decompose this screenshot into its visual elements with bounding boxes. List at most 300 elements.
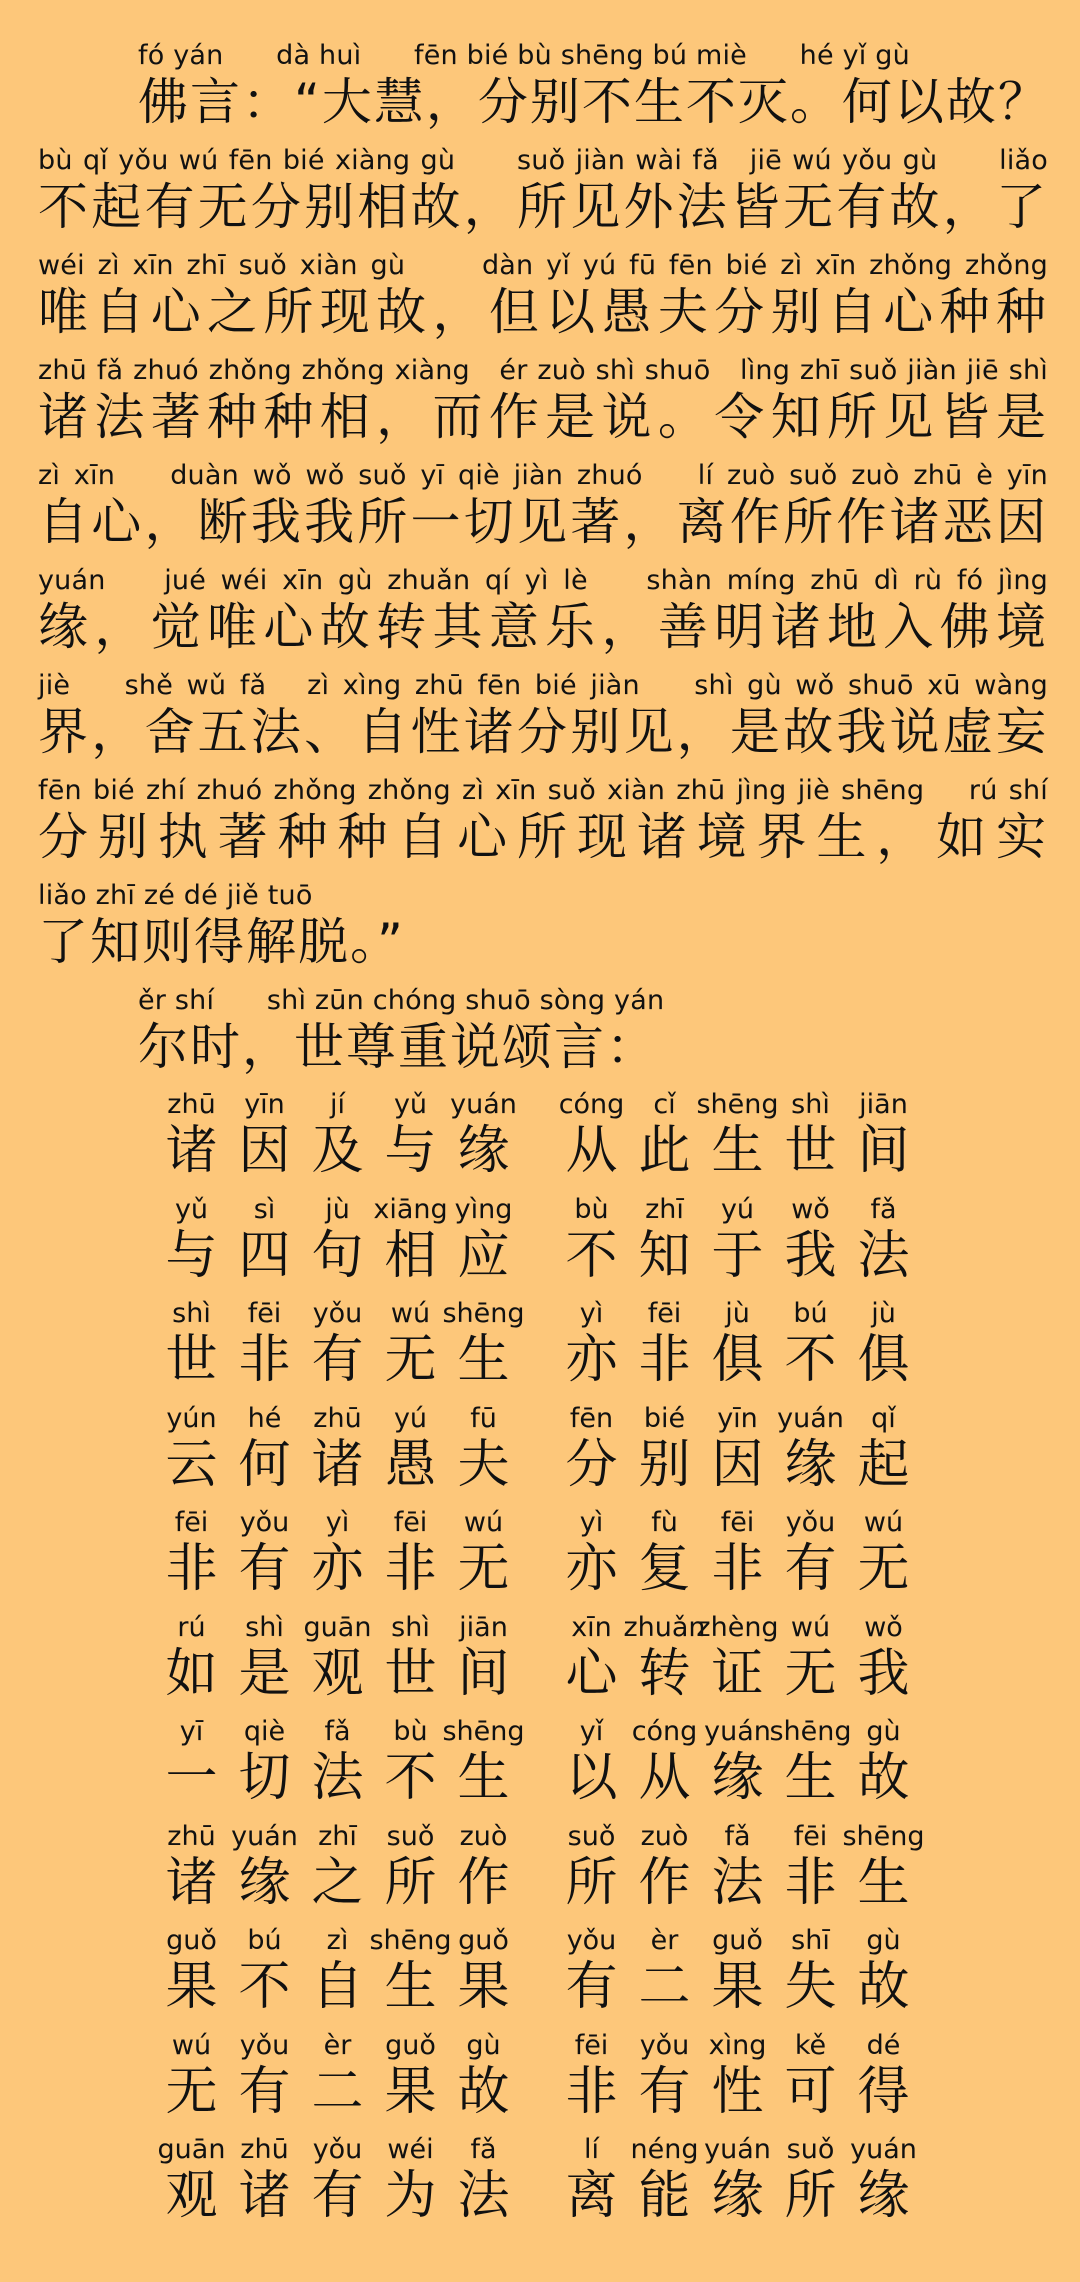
character-hanzi: 离 <box>565 2166 618 2226</box>
verse-half-left <box>155 1195 520 1287</box>
verse-half-right <box>555 1299 920 1391</box>
character-pinyin: yǒu <box>566 1925 617 1956</box>
character-pinyin: guǒ <box>712 1925 763 1956</box>
character-hanzi: 之 <box>311 1852 364 1913</box>
verse-character <box>228 1717 301 1809</box>
verse-character <box>847 2031 920 2123</box>
verse-character <box>774 1404 847 1496</box>
character-hanzi: 法 <box>711 1852 764 1913</box>
verse-character <box>847 1926 920 2018</box>
character-pinyin: yīn <box>717 1402 758 1434</box>
character-pinyin: rú <box>177 1611 206 1643</box>
verse-character <box>447 2031 520 2123</box>
prose-line <box>38 40 1048 145</box>
verse-character <box>623 1611 706 1705</box>
character-pinyin: fǎ <box>470 2134 497 2165</box>
verse-character <box>701 1404 774 1496</box>
verse-character <box>628 1090 701 1182</box>
verse-character <box>555 2031 628 2123</box>
verse-character <box>374 1195 447 1287</box>
character-hanzi: 何 <box>238 1434 291 1495</box>
character-hanzi: 所 <box>784 2166 837 2226</box>
character-hanzi: 故 <box>457 2061 510 2122</box>
verse-character <box>555 1195 628 1287</box>
character-hanzi: 亦 <box>565 1330 618 1390</box>
character-hanzi: 世 <box>784 1121 837 1181</box>
character-hanzi: 证 <box>711 1643 764 1704</box>
character-pinyin: fēi <box>393 1507 428 1538</box>
character-hanzi: 生 <box>457 1748 510 1808</box>
verse-character <box>228 1926 301 2018</box>
character-hanzi: 夫 <box>457 1434 510 1495</box>
verse-character <box>374 1299 447 1391</box>
character-hanzi: 知 <box>638 1225 691 1286</box>
intro-hanzi: 尔时，世尊重说颂言： <box>138 1018 658 1076</box>
character-hanzi: 失 <box>784 1957 837 2017</box>
verse-character <box>155 2031 228 2123</box>
verse-line <box>155 1404 935 1509</box>
prose-pinyin: fó yán dà huì fēn bié bù shēng bú miè hé yǐ gù <box>138 40 910 71</box>
character-pinyin: yǒu <box>239 1507 290 1538</box>
character-pinyin: cǐ <box>653 1089 676 1120</box>
verse-half-left <box>155 2135 520 2227</box>
character-hanzi: 四 <box>238 1225 291 1286</box>
verse-character <box>301 1822 374 1914</box>
verse-character <box>555 1926 628 2018</box>
character-pinyin: yìng <box>454 1193 513 1225</box>
verse-half-right <box>555 1404 920 1496</box>
character-hanzi: 我 <box>784 1225 837 1286</box>
verse-half-left <box>155 1090 520 1182</box>
verse-line <box>155 1613 935 1718</box>
prose-line <box>38 250 1048 355</box>
character-pinyin: wú <box>863 1507 904 1538</box>
verse-character <box>155 1822 228 1914</box>
character-hanzi: 法 <box>311 1748 364 1808</box>
verse-character <box>369 1925 452 2018</box>
verse-line <box>155 1090 935 1195</box>
character-hanzi: 俱 <box>857 1330 910 1390</box>
character-pinyin: fēi <box>174 1507 209 1538</box>
character-pinyin: wú <box>463 1507 504 1538</box>
character-hanzi: 有 <box>238 2061 291 2122</box>
character-hanzi: 二 <box>638 1957 691 2017</box>
character-pinyin: bié <box>643 1402 686 1434</box>
verse-character <box>228 1613 301 1705</box>
verse-half-left <box>155 1404 520 1496</box>
verse-half-right <box>555 1717 920 1809</box>
verse-character <box>555 1508 628 1600</box>
character-hanzi: 无 <box>784 1643 837 1704</box>
character-hanzi: 生 <box>711 1121 764 1181</box>
prose-line <box>38 880 1048 985</box>
verse-character <box>696 1611 779 1705</box>
character-pinyin: guān <box>157 2134 226 2165</box>
character-hanzi: 缘 <box>457 1121 510 1181</box>
verse-line <box>155 1926 935 2031</box>
character-pinyin: shī <box>791 1925 830 1956</box>
verse-character <box>301 1613 374 1705</box>
character-hanzi: 我 <box>857 1643 910 1704</box>
character-hanzi: 不 <box>784 1330 837 1390</box>
verse-half-right <box>555 2031 920 2123</box>
verse-character <box>228 1090 301 1182</box>
character-pinyin: yīn <box>244 1089 285 1120</box>
character-hanzi: 复 <box>638 1539 691 1599</box>
character-pinyin: yuán <box>704 1716 771 1747</box>
character-hanzi: 心 <box>565 1643 618 1704</box>
character-hanzi: 能 <box>638 2166 691 2226</box>
character-pinyin: zuò <box>640 1820 689 1852</box>
character-hanzi: 观 <box>165 2166 218 2226</box>
verse-character <box>774 1822 847 1914</box>
verse-character <box>447 1613 520 1705</box>
verse-character <box>774 2031 847 2123</box>
verse-character <box>447 1926 520 2018</box>
character-pinyin: kě <box>794 2029 827 2061</box>
character-hanzi: 与 <box>165 1225 218 1286</box>
character-hanzi: 无 <box>857 1539 910 1599</box>
character-pinyin: fǎ <box>870 1193 897 1225</box>
character-hanzi: 非 <box>711 1539 764 1599</box>
character-hanzi: 生 <box>384 1957 437 2017</box>
character-hanzi: 有 <box>638 2061 691 2122</box>
prose-hanzi: 缘，觉唯心故转其意乐，善明诸地入佛境 <box>38 598 1048 656</box>
character-pinyin: yǒu <box>312 1298 363 1329</box>
character-hanzi: 可 <box>784 2061 837 2122</box>
verse-character <box>374 1090 447 1182</box>
character-hanzi: 与 <box>384 1121 437 1181</box>
character-hanzi: 以 <box>565 1748 618 1808</box>
verse-half-left <box>155 1822 520 1914</box>
character-pinyin: gù <box>866 1925 901 1956</box>
character-pinyin: wǒ <box>791 1193 830 1225</box>
character-hanzi: 转 <box>638 1643 691 1704</box>
character-hanzi: 从 <box>638 1748 691 1808</box>
verse-character <box>301 1195 374 1287</box>
prose-line <box>38 670 1048 775</box>
verse-half-right <box>555 1508 920 1600</box>
character-hanzi: 间 <box>857 1121 910 1181</box>
verse-character <box>847 2135 920 2227</box>
character-hanzi: 故 <box>857 1748 910 1808</box>
verse-character <box>774 1090 847 1182</box>
verse-half-right <box>555 1820 925 1914</box>
character-hanzi: 亦 <box>311 1539 364 1599</box>
character-pinyin: shēng <box>442 1716 525 1747</box>
character-pinyin: hé <box>247 1402 282 1434</box>
character-pinyin: gù <box>466 2029 501 2061</box>
character-hanzi: 性 <box>711 2061 764 2122</box>
character-pinyin: fēi <box>720 1507 755 1538</box>
character-hanzi: 非 <box>638 1330 691 1390</box>
character-pinyin: yì <box>325 1507 350 1538</box>
prose-hanzi: 了知则得解脱。” <box>38 913 405 971</box>
prose-hanzi: 自心，断我我所一切见著，离作所作诸恶因 <box>38 493 1048 551</box>
verse-character <box>628 1508 701 1600</box>
character-pinyin: wǒ <box>864 1611 903 1643</box>
character-pinyin: yuán <box>777 1402 844 1434</box>
character-hanzi: 法 <box>857 1225 910 1286</box>
verse-line <box>155 1299 935 1404</box>
character-hanzi: 不 <box>565 1225 618 1286</box>
verse-character <box>374 1717 447 1809</box>
verse-character <box>774 1299 847 1391</box>
verse-line <box>155 1195 935 1300</box>
verse-character <box>447 1822 520 1914</box>
verse-character <box>769 1716 852 1809</box>
verse-character <box>701 1822 774 1914</box>
verse-character <box>301 1299 374 1391</box>
character-pinyin: xiāng <box>373 1193 448 1225</box>
verse-character <box>442 1298 525 1391</box>
character-hanzi: 分 <box>565 1434 618 1495</box>
verse-character <box>628 1299 701 1391</box>
character-pinyin: yì <box>579 1507 604 1538</box>
verse-character <box>701 2135 774 2227</box>
prose-section <box>38 40 1048 985</box>
verse-line <box>155 1717 935 1822</box>
character-pinyin: yuán <box>450 1089 517 1120</box>
character-pinyin: zhī <box>645 1193 684 1225</box>
character-pinyin: yuán <box>231 1820 298 1852</box>
verse-character <box>555 1822 628 1914</box>
character-pinyin: yī <box>179 1716 204 1747</box>
character-pinyin: bù <box>393 1716 428 1747</box>
verse-half-left <box>155 1298 525 1391</box>
character-hanzi: 无 <box>457 1539 510 1599</box>
character-pinyin: suǒ <box>567 1820 616 1852</box>
verse-half-left <box>155 1508 520 1600</box>
verse-character <box>301 1717 374 1809</box>
character-hanzi: 此 <box>638 1121 691 1181</box>
verse-character <box>228 1299 301 1391</box>
verse-character <box>555 1299 628 1391</box>
verse-character <box>447 1195 520 1287</box>
verse-character <box>155 1926 228 2018</box>
character-pinyin: yǒu <box>312 2134 363 2165</box>
character-pinyin: shì <box>791 1089 830 1120</box>
verse-character <box>155 1404 228 1496</box>
verse-character <box>628 1926 701 2018</box>
verse-character <box>847 1508 920 1600</box>
prose-line <box>38 775 1048 880</box>
character-hanzi: 有 <box>565 1957 618 2017</box>
verse-half-right <box>555 2135 920 2227</box>
verse-character <box>701 1508 774 1600</box>
prose-pinyin: liǎo zhī zé dé jiě tuō <box>38 880 313 911</box>
character-hanzi: 自 <box>311 1957 364 2017</box>
verse-character <box>842 1820 925 1914</box>
character-pinyin: jiān <box>859 1089 908 1120</box>
verse-half-left <box>155 1926 520 2018</box>
character-pinyin: èr <box>650 1925 679 1956</box>
character-hanzi: 切 <box>238 1748 291 1808</box>
verse-character <box>628 1195 701 1287</box>
character-hanzi: 生 <box>784 1748 837 1808</box>
verse-character <box>442 1716 525 1809</box>
character-hanzi: 相 <box>384 1225 437 1286</box>
character-pinyin: guǒ <box>385 2029 436 2061</box>
verse-character <box>555 1090 628 1182</box>
verse-character <box>374 2031 447 2123</box>
character-hanzi: 有 <box>784 1539 837 1599</box>
character-hanzi: 缘 <box>238 1852 291 1913</box>
verse-character <box>374 1404 447 1496</box>
character-pinyin: zhèng <box>696 1611 779 1643</box>
verse-character <box>228 1404 301 1496</box>
character-pinyin: yì <box>579 1298 604 1329</box>
character-hanzi: 不 <box>238 1957 291 2017</box>
character-pinyin: shì <box>172 1298 211 1329</box>
character-pinyin: yǒu <box>239 2029 290 2061</box>
character-pinyin: yǒu <box>785 1507 836 1538</box>
character-pinyin: èr <box>323 2029 352 2061</box>
verse-character <box>374 1822 447 1914</box>
character-hanzi: 生 <box>457 1330 510 1390</box>
intro-pinyin: ěr shí shì zūn chóng shuō sòng yán <box>138 985 665 1016</box>
verse-character <box>155 2135 228 2227</box>
verse-half-right <box>555 1195 920 1287</box>
verse-character <box>374 1508 447 1600</box>
character-hanzi: 缘 <box>711 2166 764 2226</box>
verse-character <box>701 1926 774 2018</box>
character-pinyin: qiè <box>243 1716 286 1747</box>
prose-line <box>38 355 1048 460</box>
character-hanzi: 生 <box>857 1852 910 1913</box>
verse-half-left <box>155 1613 520 1705</box>
verse-character <box>701 1195 774 1287</box>
character-pinyin: yú <box>720 1193 755 1225</box>
character-hanzi: 果 <box>165 1957 218 2017</box>
verse-character <box>555 1613 628 1705</box>
character-hanzi: 非 <box>238 1330 291 1390</box>
verse-character <box>628 1822 701 1914</box>
verse-character <box>155 1717 228 1809</box>
character-hanzi: 缘 <box>857 2166 910 2226</box>
prose-line <box>38 145 1048 250</box>
verse-character <box>847 1613 920 1705</box>
verse-line <box>155 2135 935 2240</box>
verse-character <box>555 2135 628 2227</box>
character-hanzi: 应 <box>457 1225 510 1286</box>
character-pinyin: guān <box>303 1611 372 1643</box>
character-hanzi: 亦 <box>565 1539 618 1599</box>
prose-line <box>38 565 1048 670</box>
character-pinyin: zhū <box>167 1089 216 1120</box>
character-pinyin: bú <box>247 1925 282 1956</box>
character-hanzi: 非 <box>165 1539 218 1599</box>
character-pinyin: jí <box>329 1089 345 1120</box>
verse-character <box>555 1404 628 1496</box>
prose-pinyin: bù qǐ yǒu wú fēn bié xiàng gù suǒ jiàn wài fǎ jiē wú yǒu gù liǎo <box>38 145 1048 176</box>
verse-character <box>228 2031 301 2123</box>
character-hanzi: 观 <box>311 1643 364 1704</box>
character-hanzi: 有 <box>238 1539 291 1599</box>
character-pinyin: zì <box>326 1925 349 1956</box>
verse-character <box>228 1195 301 1287</box>
verse-intro <box>138 985 938 1090</box>
character-hanzi: 别 <box>638 1434 691 1495</box>
character-pinyin: jù <box>871 1298 896 1329</box>
character-hanzi: 果 <box>457 1957 510 2017</box>
verse-character <box>628 2031 701 2123</box>
character-pinyin: fù <box>651 1507 678 1538</box>
character-hanzi: 无 <box>384 1330 437 1390</box>
verse-character <box>447 1508 520 1600</box>
character-pinyin: cóng <box>558 1089 625 1120</box>
prose-hanzi: 不起有无分别相故，所见外法皆无有故，了 <box>38 178 1048 236</box>
character-pinyin: fēi <box>647 1298 682 1329</box>
verse-character <box>847 1717 920 1809</box>
character-pinyin: shì <box>391 1611 430 1643</box>
character-pinyin: fēi <box>574 2029 609 2061</box>
verse-character <box>155 1613 228 1705</box>
verse-character <box>447 2135 520 2227</box>
character-pinyin: gù <box>866 1716 901 1747</box>
prose-pinyin: zhū fǎ zhuó zhǒng zhǒng xiàng ér zuò shì shuō lìng zhī suǒ jiàn jiē shì <box>38 355 1048 386</box>
verse-character <box>301 1926 374 2018</box>
character-hanzi: 是 <box>238 1643 291 1704</box>
character-pinyin: zhū <box>167 1820 216 1852</box>
character-pinyin: shēng <box>369 1925 452 1956</box>
verse-character <box>555 1717 628 1809</box>
character-hanzi: 有 <box>311 2166 364 2226</box>
verse-character <box>374 2135 447 2227</box>
verse-character <box>301 2135 374 2227</box>
character-hanzi: 云 <box>165 1434 218 1495</box>
character-pinyin: zuò <box>459 1820 508 1852</box>
verse-character <box>774 2135 847 2227</box>
verse-character <box>628 1404 701 1496</box>
verse-character <box>155 1195 228 1287</box>
verse-line <box>155 2031 935 2136</box>
character-pinyin: guǒ <box>166 1925 217 1956</box>
verse-character <box>155 1508 228 1600</box>
verse-character <box>301 1090 374 1182</box>
character-pinyin: jù <box>725 1298 750 1329</box>
character-hanzi: 及 <box>311 1121 364 1181</box>
verse-character <box>628 1717 701 1809</box>
character-hanzi: 所 <box>565 1852 618 1913</box>
character-pinyin: wéi <box>387 2134 434 2165</box>
character-hanzi: 有 <box>311 1330 364 1390</box>
verse-line <box>155 1822 935 1927</box>
verse-section <box>155 1090 935 2240</box>
character-pinyin: jiān <box>459 1611 508 1643</box>
verse-character <box>628 2135 701 2227</box>
character-pinyin: fǎ <box>724 1820 751 1852</box>
prose-pinyin: yuán jué wéi xīn gù zhuǎn qí yì lè shàn míng zhū dì rù fó jìng <box>38 565 1048 596</box>
character-hanzi: 诸 <box>165 1852 218 1913</box>
character-pinyin: suǒ <box>786 2134 835 2165</box>
character-pinyin: fū <box>470 1402 497 1434</box>
character-hanzi: 间 <box>457 1643 510 1704</box>
prose-pinyin: zì xīn duàn wǒ wǒ suǒ yī qiè jiàn zhuó lí zuò suǒ zuò zhū è yīn <box>38 460 1048 491</box>
verse-character <box>701 1717 774 1809</box>
verse-character <box>701 2031 774 2123</box>
character-pinyin: cóng <box>631 1716 698 1747</box>
verse-half-left <box>155 1716 525 1809</box>
character-pinyin: wú <box>790 1611 831 1643</box>
verse-line <box>155 1508 935 1613</box>
character-hanzi: 一 <box>165 1748 218 1808</box>
verse-character <box>847 1404 920 1496</box>
character-hanzi: 句 <box>311 1225 364 1286</box>
character-hanzi: 果 <box>711 1957 764 2017</box>
verse-character <box>774 1508 847 1600</box>
verse-character <box>774 1613 847 1705</box>
